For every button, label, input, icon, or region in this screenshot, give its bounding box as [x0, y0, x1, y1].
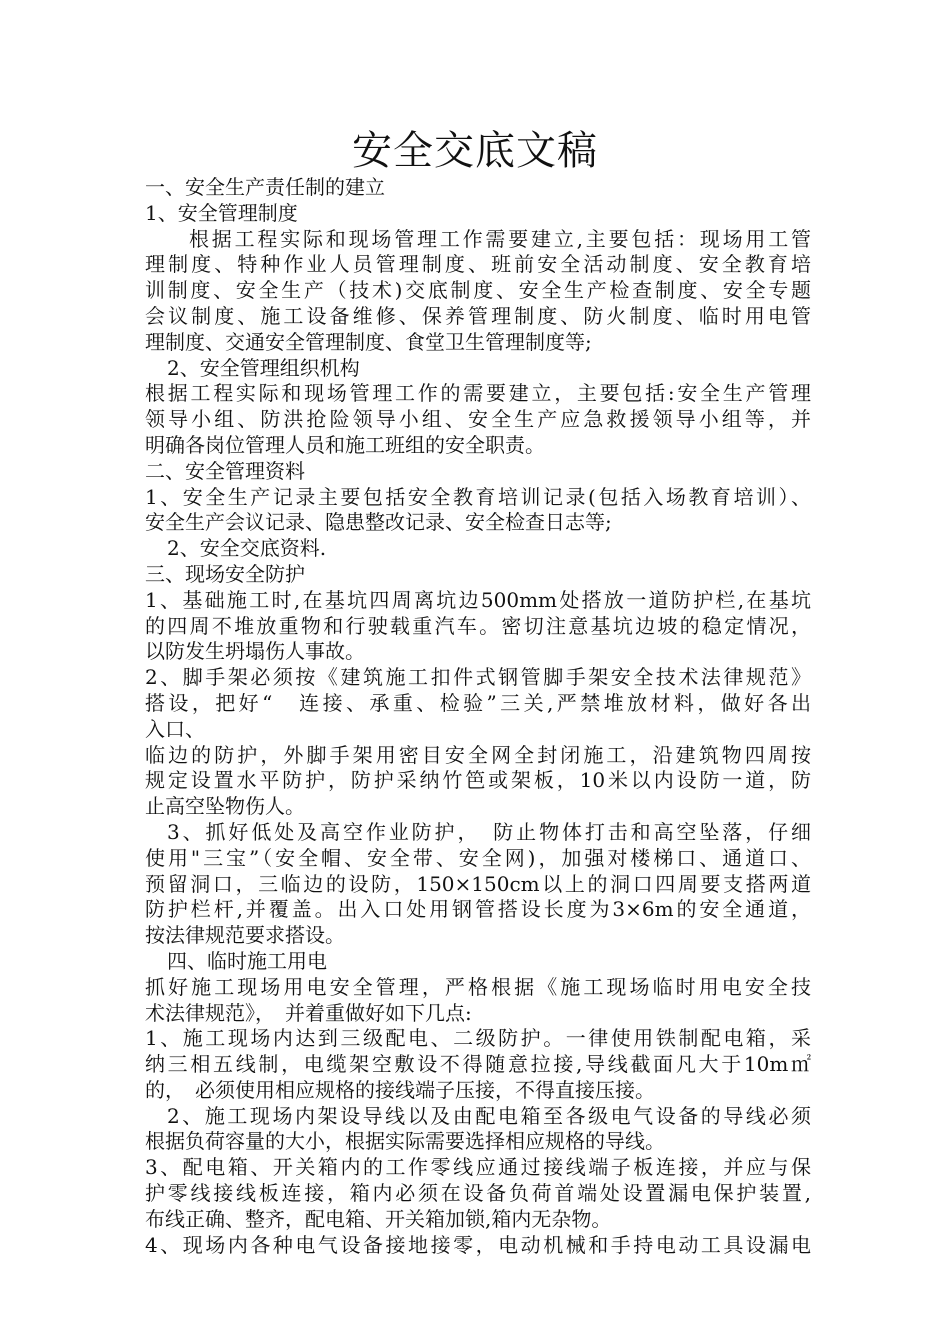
paragraph-line: 规定设置水平防护，防护采纳竹笆或架板，10米以内设防一道，防 — [145, 768, 811, 793]
paragraph-line: 搭设，把好“ 连接、承重、检验”三关,严禁堆放材料，做好各出 — [145, 690, 811, 715]
paragraph-line: 2、施工现场内架设导线以及由配电箱至各级电气设备的导线必须 — [167, 1103, 811, 1128]
paragraph-line: 1、施工现场内达到三级配电、二级防护。一律使用铁制配电箱，采 — [145, 1026, 811, 1051]
paragraph-line: 的四周不堆放重物和行驶载重汽车。密切注意基坑边坡的稳定情况， — [145, 613, 811, 638]
document-title: 安全交底文稿 — [352, 128, 598, 174]
paragraph-line: 安全生产会议记录、隐患整改记录、安全检查日志等; — [145, 510, 612, 535]
paragraph-line: 防护栏杆,并覆盖。出入口处用钢管搭设长度为3×6m的安全通道， — [145, 897, 811, 922]
section-heading: 二、安全管理资料 — [145, 458, 305, 483]
paragraph-line: 布线正确、整齐，配电箱、开关箱加锁,箱内无杂物。 — [145, 1206, 612, 1231]
subsection-heading: 1、安全管理制度 — [145, 200, 298, 225]
paragraph-line: 使用"三宝”（安全帽、安全带、安全网)，加强对楼梯口、通道口、 — [145, 845, 811, 870]
paragraph-line: 1、安全生产记录主要包括安全教育培训记录(包括入场教育培训）、 — [145, 484, 811, 509]
paragraph-line: 入口、 — [145, 716, 205, 741]
paragraph-line: 纳三相五线制，电缆架空敷设不得随意拉接,导线截面凡大于10m㎡ — [145, 1052, 811, 1077]
paragraph-line: 按法律规范要求搭设。 — [145, 923, 345, 948]
paragraph-line: 护零线接线板连接，箱内必须在设备负荷首端处设置漏电保护装置, — [145, 1181, 811, 1206]
paragraph-line: 根据工程实际和现场管理工作的需要建立，主要包括:安全生产管理 — [145, 381, 811, 406]
paragraph-line: 止高空坠物伤人。 — [145, 794, 305, 819]
paragraph-line: 根据工程实际和现场管理工作需要建立,主要包括：现场用工管 — [189, 226, 811, 251]
paragraph-line: 的， 必须使用相应规格的接线端子压接，不得直接压接。 — [145, 1077, 655, 1102]
paragraph-line: 以防发生坍塌伤人事故。 — [145, 639, 365, 664]
section-heading: 四、临时施工用电 — [167, 948, 327, 973]
paragraph-line: 临边的防护，外脚手架用密目安全网全封闭施工，沿建筑物四周按 — [145, 742, 811, 767]
paragraph-line: 领导小组、防洪抢险领导小组、安全生产应急救援领导小组等，并 — [145, 407, 811, 432]
subsection-heading: 2、安全交底资料. — [167, 536, 327, 561]
paragraph-line: 理制度、交通安全管理制度、食堂卫生管理制度等; — [145, 329, 592, 354]
paragraph-line: 4、现场内各种电气设备接地接零，电动机械和手持电动工具设漏电 — [145, 1232, 811, 1257]
paragraph-line: 抓好施工现场用电安全管理，严格根据《施工现场临时用电安全技 — [145, 974, 811, 999]
paragraph-line: 2、脚手架必须按《建筑施工扣件式钢管脚手架安全技术法律规范》 — [145, 665, 811, 690]
section-heading: 一、安全生产责任制的建立 — [145, 175, 385, 199]
paragraph-line: 理制度、特种作业人员管理制度、班前安全活动制度、安全教育培 — [145, 252, 811, 277]
paragraph-line: 术法律规范》， 并着重做好如下几点: — [145, 1000, 472, 1025]
paragraph-line: 1、基础施工时,在基坑四周离坑边500mm处搭放一道防护栏,在基坑 — [145, 587, 811, 612]
paragraph-line: 会议制度、施工设备维修、保养管理制度、防火制度、临时用电管 — [145, 303, 811, 328]
subsection-heading: 2、安全管理组织机构 — [167, 355, 360, 380]
paragraph-line: 根据负荷容量的大小，根据实际需要选择相应规格的导线。 — [145, 1129, 665, 1154]
document-body — [145, 175, 811, 1258]
paragraph-line: 训制度、安全生产（技术)交底制度、安全生产检查制度、安全专题 — [145, 278, 811, 303]
paragraph-line: 3、抓好低处及高空作业防护， 防止物体打击和高空坠落，仔细 — [167, 819, 811, 844]
paragraph-line: 3、配电箱、开关箱内的工作零线应通过接线端子板连接，并应与保 — [145, 1155, 811, 1180]
section-heading: 三、现场安全防护 — [145, 561, 305, 586]
paragraph-line: 预留洞口，三临边的设防，150×150cm以上的洞口四周要支搭两道 — [145, 871, 811, 896]
paragraph-line: 明确各岗位管理人员和施工班组的安全职责。 — [145, 432, 545, 457]
